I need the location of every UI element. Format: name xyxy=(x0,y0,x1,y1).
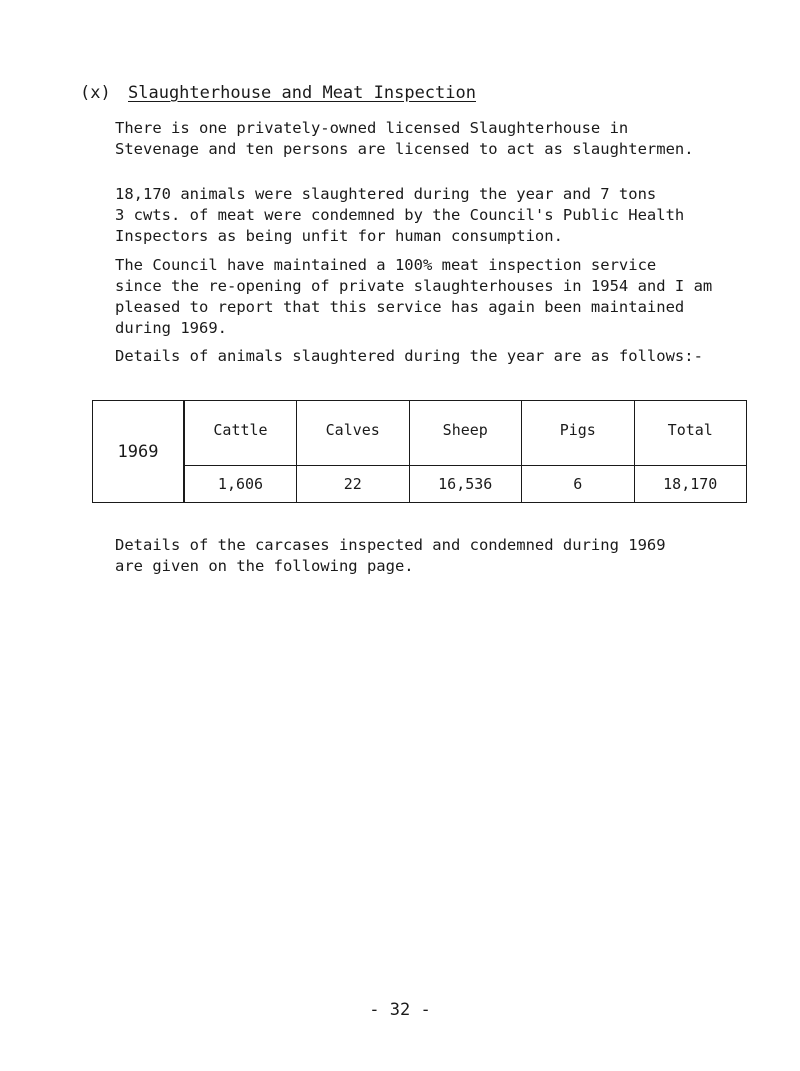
table-value-calves: 22 xyxy=(297,466,410,503)
table-header-cattle: Cattle xyxy=(184,401,297,466)
table-value-total: 18,170 xyxy=(634,466,747,503)
table-value-cattle: 1,606 xyxy=(184,466,297,503)
section-marker: (x) xyxy=(80,83,111,103)
page-number: - 32 - xyxy=(369,1000,431,1020)
section-heading: Slaughterhouse and Meat Inspection xyxy=(128,83,476,103)
table-header-row xyxy=(93,401,747,466)
table-value-pigs: 6 xyxy=(522,466,635,503)
table-row xyxy=(93,466,747,503)
paragraph-details-intro: Details of animals slaughtered during the year are as follows:- xyxy=(115,347,703,365)
animals-slaughtered-table xyxy=(92,400,747,496)
table-header-sheep: Sheep xyxy=(409,401,522,466)
paragraph-following-page: Details of the carcases inspected and condemned during 1969 are given on the following page. xyxy=(115,536,666,575)
table-year-cell: 1969 xyxy=(93,401,185,503)
paragraph-animals-condemned: 18,170 animals were slaughtered during the year and 7 tons 3 cwts. of meat were condemned by the Council's Public Health Inspectors as being unfit for human consumption. xyxy=(115,185,685,245)
paragraph-slaughterhouse-licence: There is one privately-owned licensed Slaughterhouse in Stevenage and ten persons are licensed to act as slaughtermen. xyxy=(115,119,694,158)
table-header-total: Total xyxy=(634,401,747,466)
table-header-calves: Calves xyxy=(297,401,410,466)
table-header-pigs: Pigs xyxy=(522,401,635,466)
paragraph-inspection-service: The Council have maintained a 100% meat inspection service since the re-opening of private slaughterhouses in 1954 and I am pleased to report that this service has again been maintained during 1969. xyxy=(115,256,713,337)
table-value-sheep: 16,536 xyxy=(409,466,522,503)
